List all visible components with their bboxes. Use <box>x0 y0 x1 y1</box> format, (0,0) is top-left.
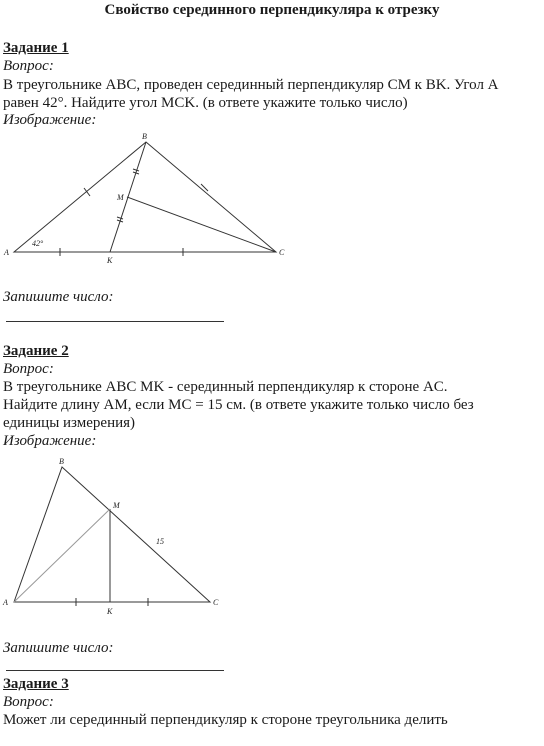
label-a-1: A <box>4 248 9 257</box>
task-3-heading: Задание 3 <box>3 676 69 692</box>
task-2-answer-label: Запишите число: <box>3 640 114 656</box>
task-1-question-label: Вопрос: <box>3 58 54 74</box>
task-1-answer-label: Запишите число: <box>3 289 114 305</box>
task-1-question-line-2: равен 42°. Найдите угол MCK. (в ответе укажите только число) <box>3 95 408 111</box>
task-1-image-label: Изображение: <box>3 112 97 128</box>
task-2-question-line-1: В треугольнике ABC MK - серединный перпендикуляр к стороне AC. <box>3 379 448 395</box>
label-k-1: K <box>107 256 113 265</box>
page-title: Свойство серединного перпендикуляра к отрезку <box>104 2 440 18</box>
label-b-2: B <box>59 457 64 466</box>
task-2-question-line-2: Найдите длину AM, если MC = 15 см. (в ответе укажите только число без <box>3 397 474 413</box>
task-2-question-line-3: единицы измерения) <box>3 415 136 431</box>
label-m-2: M <box>113 501 120 510</box>
side-mc-label: 15 <box>156 537 164 546</box>
task-3-question-line-1: Может ли серединный перпендикуляр к стороне треугольника делить <box>3 712 448 728</box>
task-2-answer-field[interactable] <box>6 670 224 671</box>
task-2-question-label: Вопрос: <box>3 361 54 377</box>
task-1-question-line-1: В треугольнике ABC, проведен серединный перпендикуляр CM к BK. Угол A <box>3 77 499 93</box>
triangle-abc-2 <box>14 467 210 602</box>
label-m-1: M <box>117 193 124 202</box>
label-b-1: B <box>142 132 147 141</box>
label-c-1: C <box>279 248 285 257</box>
label-k-2: K <box>107 607 113 616</box>
angle-label: 42° <box>32 239 44 248</box>
segment-am <box>14 509 110 602</box>
task-2-image-label: Изображение: <box>3 433 97 449</box>
task-3-question-label: Вопрос: <box>3 694 54 710</box>
task-1-heading: Задание 1 <box>3 40 69 56</box>
label-c-2: C <box>213 598 219 607</box>
label-a-2: A <box>3 598 8 607</box>
task-2-heading: Задание 2 <box>3 343 69 359</box>
